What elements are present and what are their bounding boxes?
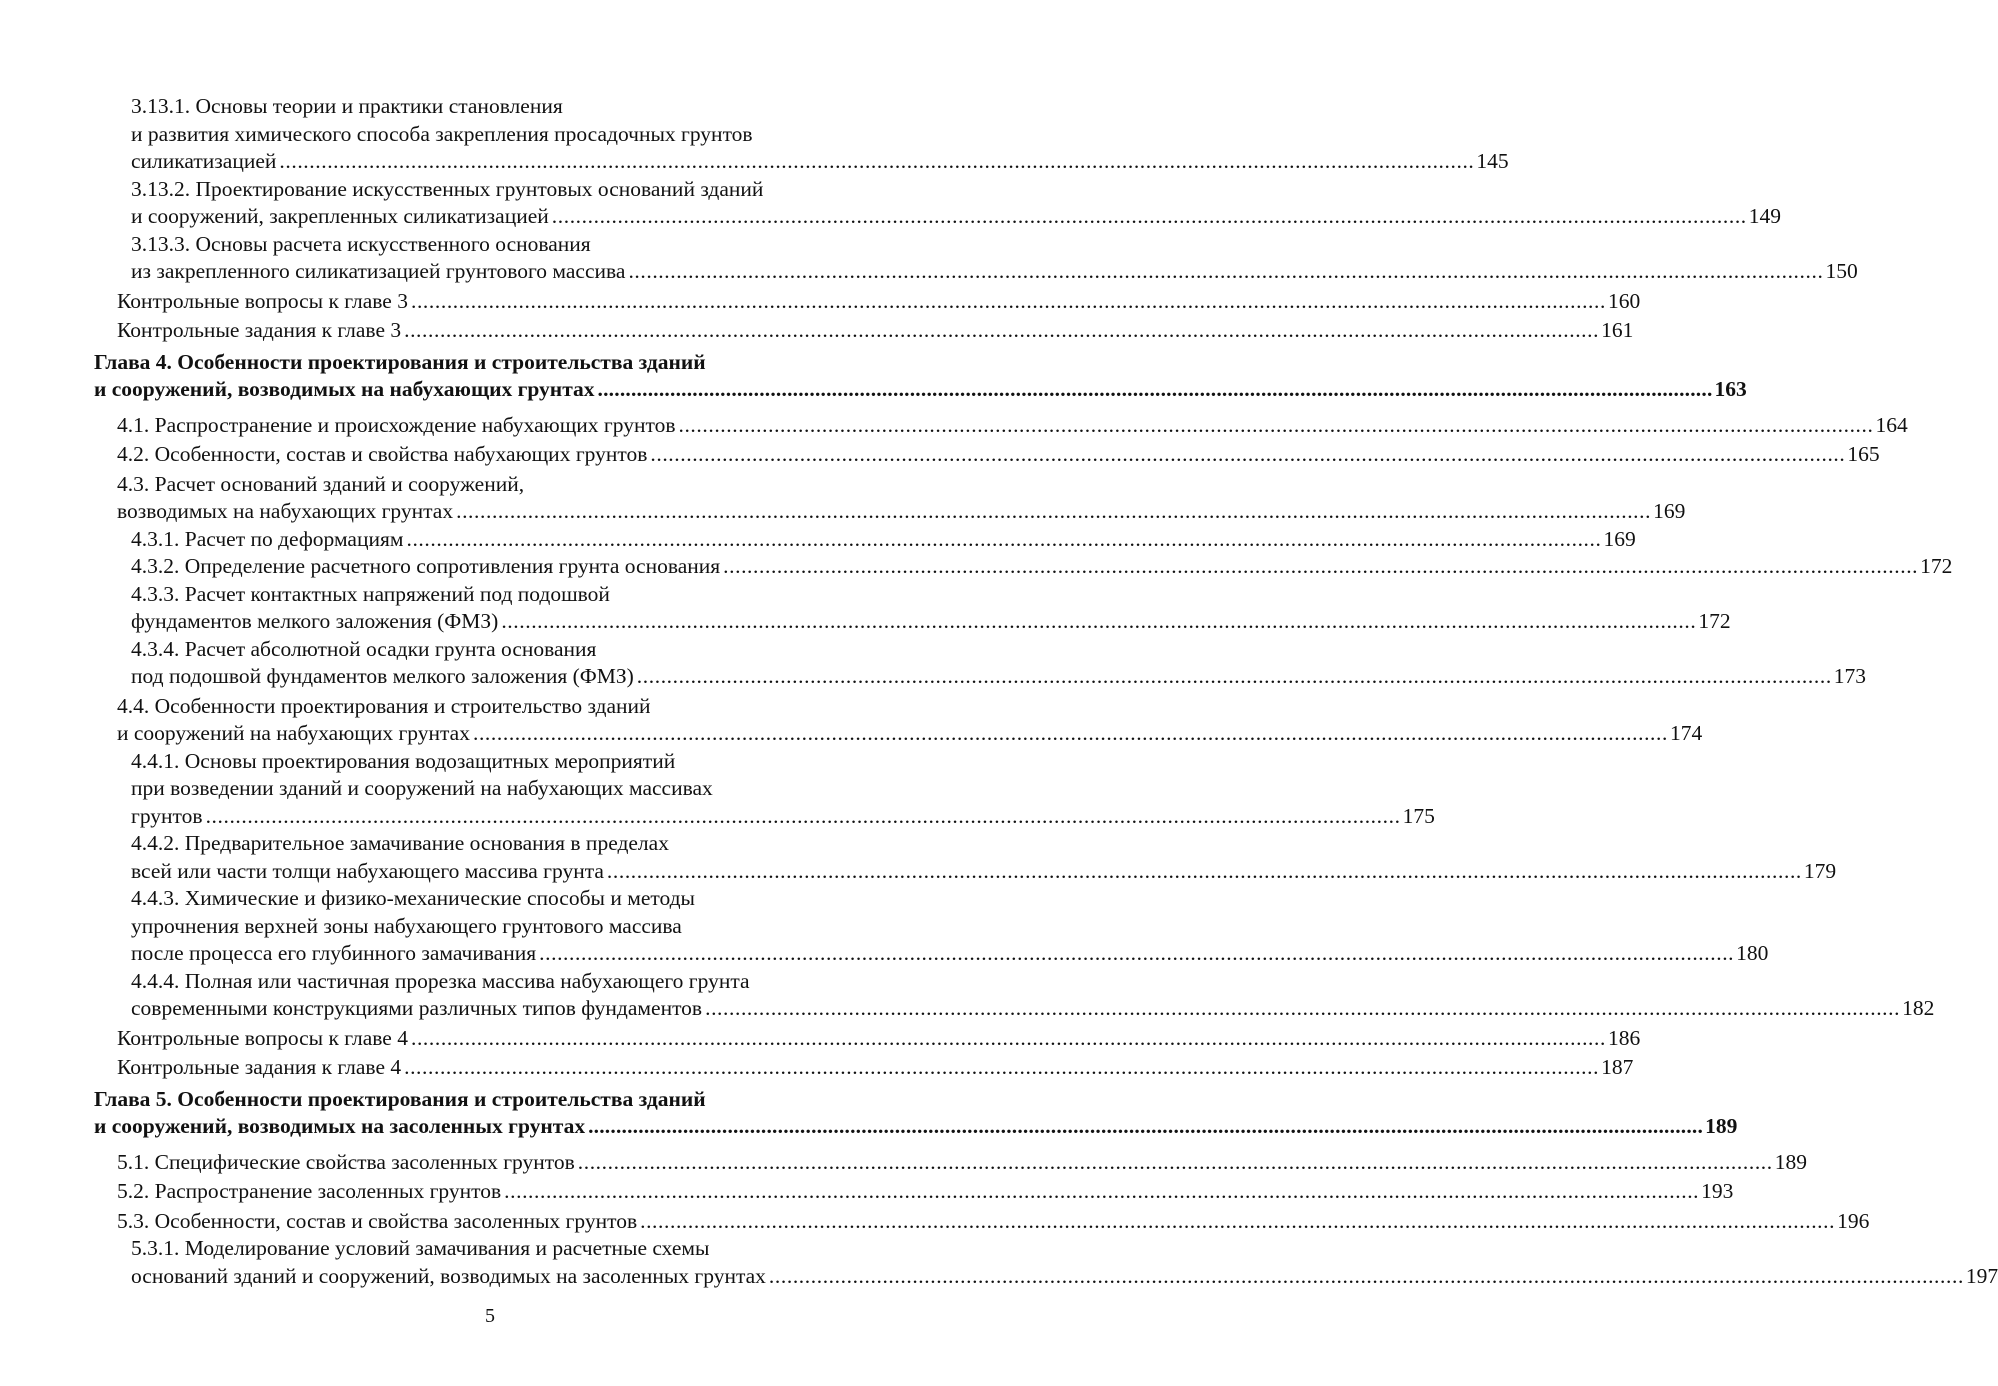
toc-page-number: 174: [1669, 721, 1703, 745]
dot-leader: ........................................................................................................................................................................................................: [768, 1263, 1964, 1288]
toc-entry-line: оснований зданий и сооружений, возводимых на засоленных грунтах: [131, 1263, 766, 1288]
toc-chapter-5[interactable]: [94, 1086, 1738, 1141]
toc-entry-line: 5.3.1. Моделирование условий замачивания и расчетные схемы: [131, 1236, 710, 1260]
toc-entry-line: 4.3.2. Определение расчетного сопротивления грунта основания: [131, 554, 721, 578]
toc-entry-3-13-3[interactable]: [131, 231, 1858, 286]
toc-page-number: 186: [1607, 1025, 1641, 1050]
toc-entry-line: упрочнения верхней зоны набухающего грунтового массива: [131, 913, 682, 938]
toc-entry-line: Контрольные задания к главе 3: [117, 318, 402, 342]
toc-entry-5-3[interactable]: [117, 1208, 1870, 1236]
toc-entry-4-4-3[interactable]: [131, 885, 1769, 968]
toc-page-number: 169: [1653, 499, 1686, 523]
toc-page-number: 196: [1837, 1208, 1870, 1233]
dot-leader: ........................................................................................................................................................................................................: [501, 609, 1697, 633]
toc-page-number: 145: [1476, 149, 1509, 173]
toc-page-number: 197: [1965, 1263, 1998, 1288]
dot-leader: ........................................................................................................................................................................................................: [705, 996, 1901, 1020]
toc-page-number: 150: [1825, 259, 1858, 283]
toc-entry-line: 4.4.2. Предварительное замачивание основания в пределах: [131, 831, 669, 855]
toc-entry-3-13-1[interactable]: [131, 93, 1509, 176]
toc-entry-line: 4.3.3. Расчет контактных напряжений под подошвой: [131, 581, 610, 606]
toc-entry-line: современными конструкциями различных типов фундаментов: [131, 996, 703, 1020]
toc-entry-4-3[interactable]: [117, 471, 1686, 526]
dot-leader: ........................................................................................................................................................................................................: [504, 1179, 1700, 1203]
toc-entry-line: всей или части толщи набухающего массива грунта: [131, 858, 604, 883]
toc-page-number: 175: [1402, 803, 1435, 828]
toc-entry-line: возводимых на набухающих грунтах: [117, 499, 454, 523]
toc-entry-4-3-1[interactable]: [131, 526, 1636, 554]
toc-entry-4-2[interactable]: [117, 441, 1880, 469]
toc-page-number: 173: [1833, 664, 1867, 688]
dot-leader: ........................................................................................................................................................................................................: [597, 377, 1713, 401]
toc-page-number: 161: [1601, 318, 1634, 342]
toc-entry-3-13-2[interactable]: [131, 176, 1782, 231]
toc-entry-line: Контрольные вопросы к главе 4: [117, 1025, 408, 1050]
toc-entry-line: и сооружений, возводимых на засоленных грунтах: [94, 1114, 586, 1138]
dot-leader: ........................................................................................................................................................................................................: [723, 554, 1919, 578]
dot-leader: ........................................................................................................................................................................................................: [404, 1055, 1600, 1079]
toc-entry-tasks-ch3[interactable]: [117, 317, 1634, 345]
toc-entry-line: Глава 4. Особенности проектирования и строительства зданий: [94, 349, 706, 374]
toc-entry-questions-ch4[interactable]: [117, 1025, 1641, 1053]
toc-page-number: 193: [1701, 1179, 1734, 1203]
toc-entry-line: 4.3.4. Расчет абсолютной осадки грунта основания: [131, 636, 597, 661]
toc-page-number: 149: [1748, 204, 1782, 228]
dot-leader: ........................................................................................................................................................................................................: [636, 664, 1832, 688]
toc-entry-line: Контрольные задания к главе 4: [117, 1055, 402, 1079]
toc-page-number: 169: [1603, 526, 1636, 551]
toc-entry-line: 4.3. Расчет оснований зданий и сооружений,: [117, 471, 525, 496]
dot-leader: ........................................................................................................................................................................................................: [406, 526, 1602, 551]
toc-entry-line: 3.13.2. Проектирование искусственных грунтовых оснований зданий: [131, 176, 764, 201]
toc-page-number: 182: [1902, 996, 1935, 1020]
toc-entry-line: и сооружений, возводимых на набухающих грунтах: [94, 377, 595, 401]
dot-leader: ........................................................................................................................................................................................................: [551, 204, 1747, 228]
dot-leader: ........................................................................................................................................................................................................: [410, 1025, 1606, 1050]
toc-entry-4-4-4[interactable]: [131, 968, 1935, 1023]
toc-entry-line: 5.2. Распространение засоленных грунтов: [117, 1179, 502, 1203]
toc-entry-line: и сооружений на набухающих грунтах: [117, 721, 470, 745]
toc-page-number: 179: [1803, 858, 1837, 883]
toc-entry-line: после процесса его глубинного замачивания: [131, 941, 537, 965]
toc-entry-line: 4.4. Особенности проектирования и строительство зданий: [117, 693, 651, 718]
toc-page-number: 165: [1847, 442, 1880, 466]
dot-leader: ........................................................................................................................................................................................................: [577, 1149, 1773, 1174]
toc-chapter-4[interactable]: [94, 349, 1747, 404]
toc-entry-line: Глава 5. Особенности проектирования и строительства зданий: [94, 1086, 706, 1111]
toc-entry-tasks-ch4[interactable]: [117, 1054, 1634, 1082]
toc-entry-4-1[interactable]: [117, 412, 1908, 440]
dot-leader: ........................................................................................................................................................................................................: [456, 499, 1652, 523]
toc-page-number: 180: [1736, 941, 1769, 965]
toc-entry-line: из закрепленного силикатизацией грунтового массива: [131, 259, 626, 283]
toc-page-number: 189: [1705, 1114, 1738, 1138]
dot-leader: ........................................................................................................................................................................................................: [539, 941, 1735, 965]
table-of-contents: [0, 93, 1998, 1290]
toc-entry-line: 4.4.3. Химические и физико-механические способы и методы: [131, 886, 696, 910]
toc-entry-line: 5.1. Специфические свойства засоленных грунтов: [117, 1149, 575, 1174]
toc-entry-line: фундаментов мелкого заложения (ФМЗ): [131, 609, 499, 633]
dot-leader: ........................................................................................................................................................................................................: [410, 288, 1606, 313]
toc-page-number: 172: [1920, 554, 1953, 578]
toc-entry-line: 4.3.1. Расчет по деформациям: [131, 526, 404, 551]
dot-leader: ........................................................................................................................................................................................................: [606, 858, 1802, 883]
dot-leader: ........................................................................................................................................................................................................: [205, 803, 1401, 828]
toc-entry-questions-ch3[interactable]: [117, 288, 1641, 316]
toc-entry-line: 4.2. Особенности, состав и свойства набухающих грунтов: [117, 442, 648, 466]
toc-entry-4-3-3[interactable]: [131, 581, 1731, 636]
toc-entry-line: 4.4.4. Полная или частичная прорезка массива набухающего грунта: [131, 968, 750, 993]
toc-entry-line: и развития химического способа закрепления просадочных грунтов: [131, 121, 753, 146]
dot-leader: ........................................................................................................................................................................................................: [472, 721, 1668, 745]
toc-entry-4-4[interactable]: [117, 693, 1703, 748]
dot-leader: ........................................................................................................................................................................................................: [678, 412, 1874, 437]
toc-entry-line: 4.4.1. Основы проектирования водозащитных мероприятий: [131, 748, 676, 773]
toc-entry-line: при возведении зданий и сооружений на набухающих массивах: [131, 776, 713, 800]
toc-entry-line: Контрольные вопросы к главе 3: [117, 288, 408, 313]
toc-entry-5-2[interactable]: [117, 1178, 1734, 1206]
toc-entry-4-3-4[interactable]: [131, 636, 1867, 691]
dot-leader: ........................................................................................................................................................................................................: [588, 1114, 1704, 1138]
toc-entry-5-3-1[interactable]: [131, 1235, 1998, 1290]
page-number: 5: [485, 1305, 495, 1327]
dot-leader: ........................................................................................................................................................................................................: [404, 318, 1600, 342]
toc-entry-line: 5.3. Особенности, состав и свойства засоленных грунтов: [117, 1208, 638, 1233]
toc-entry-4-4-2[interactable]: [131, 830, 1837, 885]
toc-page-number: 163: [1714, 377, 1747, 401]
dot-leader: ........................................................................................................................................................................................................: [628, 259, 1824, 283]
toc-entry-4-3-2[interactable]: [131, 553, 1953, 581]
toc-page-number: 189: [1774, 1149, 1807, 1174]
toc-entry-line: 3.13.3. Основы расчета искусственного основания: [131, 231, 591, 256]
toc-page-number: 164: [1875, 412, 1908, 437]
toc-entry-line: грунтов: [131, 803, 203, 828]
toc-page-number: 172: [1698, 609, 1731, 633]
dot-leader: ........................................................................................................................................................................................................: [650, 442, 1846, 466]
toc-page-number: 160: [1607, 288, 1641, 313]
toc-entry-line: 4.1. Распространение и происхождение набухающих грунтов: [117, 412, 676, 437]
toc-entry-4-4-1[interactable]: [131, 748, 1435, 831]
toc-entry-line: и сооружений, закрепленных силикатизацией: [131, 204, 549, 228]
toc-entry-line: 3.13.1. Основы теории и практики становления: [131, 94, 563, 118]
toc-page-number: 187: [1601, 1055, 1634, 1079]
toc-entry-5-1[interactable]: [117, 1149, 1807, 1177]
dot-leader: ........................................................................................................................................................................................................: [640, 1208, 1836, 1233]
toc-entry-line: под подошвой фундаментов мелкого заложения (ФМЗ): [131, 664, 634, 688]
toc-entry-line: силикатизацией: [131, 149, 277, 173]
dot-leader: ........................................................................................................................................................................................................: [279, 149, 1475, 173]
